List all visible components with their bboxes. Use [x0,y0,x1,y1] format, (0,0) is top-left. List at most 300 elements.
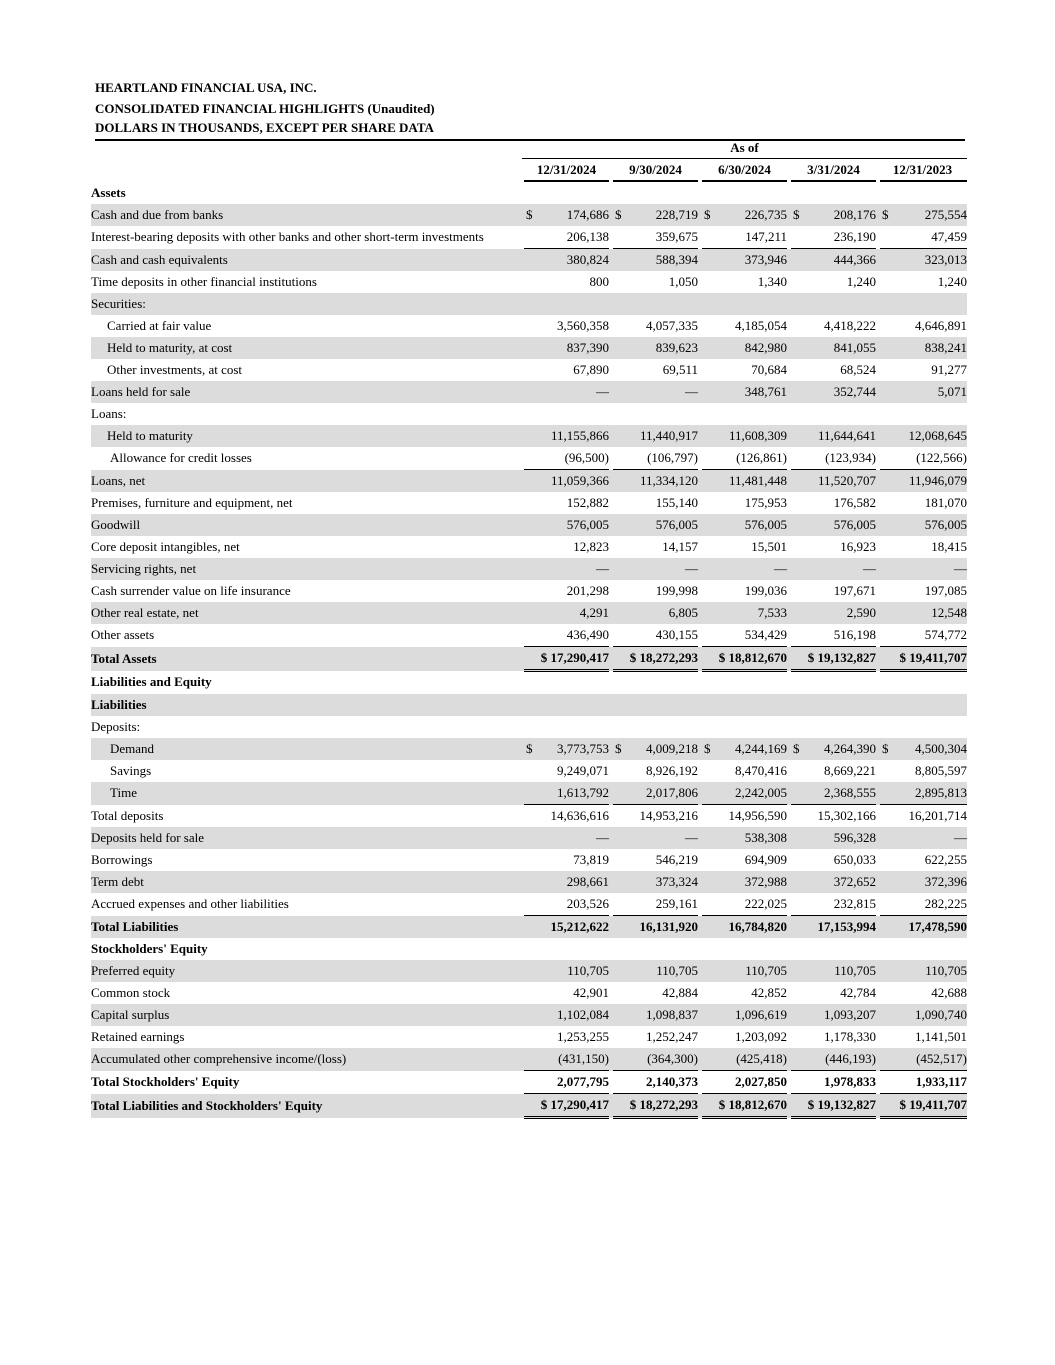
cell-value [522,938,611,960]
row-label: Common stock [91,985,171,1000]
cell-value-text: 42,884 [662,985,698,1000]
row-label: Cash and cash equivalents [91,249,522,272]
as-of-header-row [91,137,967,159]
cell-value-text: 1,090,740 [915,1007,968,1022]
cell-value [700,849,789,871]
cell-value-text: 18,415 [931,539,968,554]
cell-value-text: 4,057,335 [646,318,698,333]
cell-value [878,716,967,738]
cell-value-text: 11,644,641 [817,428,876,443]
cell-value-text: 4,291 [579,605,609,620]
row-label: Other assets [91,627,155,643]
cell-value [878,738,967,760]
currency-symbol: $ [526,741,533,756]
table-row [91,760,967,782]
cell-value [789,694,878,716]
row-label: Core deposit intangibles, net [91,539,240,554]
cell-value-text: 11,440,917 [639,428,698,443]
cell-value [611,470,700,493]
currency-symbol: $ [882,741,889,756]
table-row [91,536,967,558]
cell-value [611,849,700,871]
cell-value [611,893,700,916]
cell-value [611,425,700,447]
row-label: Servicing rights, net [91,558,522,580]
cell-value-text: (96,500) [564,450,609,465]
cell-value [700,337,789,359]
table-row [91,893,967,916]
cell-value-text: 4,418,222 [824,318,876,333]
cell-value-text: $ 19,132,827 [807,650,876,665]
cell-value-text: 201,298 [566,583,609,598]
cell-value-text: $ 18,272,293 [629,1097,698,1112]
cell-value [878,558,967,580]
row-label: Carried at fair value [107,318,212,333]
cell-value-text: 298,661 [566,874,609,889]
cell-value [700,315,789,337]
cell-value [522,871,611,893]
cell-value-text: 16,784,820 [728,919,787,934]
row-label: Total deposits [91,807,164,823]
cell-value-text: $ 19,411,707 [899,650,968,665]
table-row [91,694,967,716]
cell-value [878,827,967,849]
cell-value-text: 444,366 [833,252,876,267]
cell-value-text: 1,613,792 [557,785,609,800]
row-label: Accrued expenses and other liabilities [91,896,289,912]
cell-value [522,827,611,849]
row-label: Time [91,782,522,805]
cell-value-text: 576,005 [744,517,787,532]
cell-value-text: 1,050 [668,274,698,289]
cell-value-text: 206,138 [566,229,609,244]
cell-value-text: 4,009,218 [646,741,698,756]
cell-value-text: — [685,384,698,399]
cell-value [522,1071,611,1094]
cell-value [700,1004,789,1026]
cell-value-text: 73,819 [573,852,609,867]
cell-value-text: — [596,830,609,845]
cell-value-text: 4,646,891 [915,318,968,333]
cell-value [789,226,878,249]
cell-value [789,1094,878,1118]
cell-value [611,271,700,293]
cell-value-text: 11,946,079 [908,473,968,488]
cell-value [878,916,967,939]
cell-value [789,492,878,514]
cell-value [789,716,878,738]
cell-value [522,738,611,760]
cell-value [700,1048,789,1071]
cell-value [522,893,611,916]
cell-value-text: — [954,830,968,845]
cell-value-text: 436,490 [566,627,609,642]
cell-value [611,827,700,849]
cell-value [611,204,700,226]
table-row [91,849,967,871]
cell-value [522,249,611,272]
cell-value [789,271,878,293]
cell-value-text: — [685,830,698,845]
cell-value-text: 8,805,597 [915,763,968,778]
cell-value-text: 622,255 [924,852,968,867]
cell-value [700,447,789,470]
cell-value [611,492,700,514]
cell-value [700,249,789,272]
cell-value [789,293,878,315]
table-row [91,315,967,337]
cell-value-text: $ 17,290,417 [540,1097,609,1112]
cell-value [522,293,611,315]
cell-value-text: $ 18,812,670 [718,650,787,665]
row-label: Time deposits in other financial institutions [91,274,317,289]
cell-value-text: 11,059,366 [550,473,609,488]
cell-value [522,226,611,249]
cell-value [611,514,700,536]
cell-value [789,181,878,204]
cell-value [522,716,611,738]
cell-value-text: $ 18,272,293 [629,650,698,665]
cell-value-text: 16,201,714 [908,808,968,823]
cell-value-text: 110,705 [925,963,968,978]
cell-value-text: 15,212,622 [550,919,609,934]
cell-value [522,204,611,226]
cell-value [611,337,700,359]
cell-value [878,694,967,716]
cell-value-text: 147,211 [745,229,787,244]
cell-value-text: 2,017,806 [646,785,698,800]
row-label: Demand [91,738,522,760]
currency-symbol: $ [526,207,533,222]
cell-value-text: 1,203,092 [735,1029,787,1044]
cell-value-text: 110,705 [656,963,698,978]
cell-value [700,960,789,982]
cell-value [789,558,878,580]
cell-value [522,580,611,602]
table-row [91,337,967,359]
cell-value [789,805,878,828]
cell-value [789,359,878,381]
cell-value-text: $ 17,290,417 [540,650,609,665]
cell-value-text: 14,157 [662,539,698,554]
row-label: Cash surrender value on life insurance [91,583,291,598]
cell-value-text: 8,470,416 [735,763,787,778]
cell-value [700,425,789,447]
cell-value [878,805,967,828]
cell-value-text: 11,608,309 [728,428,787,443]
table-row [91,671,967,695]
cell-value-text: (123,934) [825,450,876,465]
table-row [91,805,967,828]
cell-value-text: 5,071 [937,384,968,399]
row-label: Goodwill [91,514,522,536]
table-row [91,1026,967,1048]
cell-value [700,938,789,960]
row-label: Loans: [91,406,127,421]
cell-value [878,1071,967,1094]
cell-value [789,760,878,782]
cell-value-text: 538,308 [744,830,787,845]
cell-value [789,782,878,805]
cell-value [700,359,789,381]
row-label: Total Liabilities [91,916,522,939]
cell-value-text: 8,669,221 [824,763,876,778]
cell-value-text: 70,684 [751,362,787,377]
cell-value [700,805,789,828]
cell-value-text: 11,481,448 [728,473,787,488]
cell-value [700,558,789,580]
cell-value-text: 1,098,837 [646,1007,698,1022]
cell-value [789,602,878,624]
cell-value-text: 68,524 [840,362,876,377]
cell-value-text: 4,185,054 [735,318,787,333]
cell-value [878,470,967,493]
cell-value [789,1004,878,1026]
cell-value [789,580,878,602]
cell-value [878,359,967,381]
currency-symbol: $ [704,207,711,222]
cell-value [700,181,789,204]
cell-value [611,760,700,782]
cell-value [878,337,967,359]
row-label: Securities: [91,293,522,315]
cell-value-text: 841,055 [833,340,876,355]
cell-value-text: 546,219 [655,852,698,867]
cell-value-text: 16,131,920 [639,919,698,934]
cell-value [522,1004,611,1026]
cell-value-text: 352,744 [833,384,876,399]
row-label: Capital surplus [91,1004,522,1026]
cell-value [611,671,700,695]
cell-value [522,694,611,716]
cell-value [522,960,611,982]
cell-value [789,249,878,272]
row-label: Premises, furniture and equipment, net [91,495,293,510]
cell-value-text: 1,141,501 [915,1029,968,1044]
cell-value [789,470,878,493]
table-row [91,447,967,470]
cell-value [878,647,967,671]
cell-value-text: 282,225 [924,896,968,911]
cell-value [878,1094,967,1118]
cell-value [611,359,700,381]
cell-value-text: — [596,384,609,399]
cell-value [878,938,967,960]
table-row [91,425,967,447]
cell-value-text: 11,334,120 [639,473,698,488]
cell-value [611,782,700,805]
cell-value [700,738,789,760]
cell-value-text: — [954,561,968,576]
as-of-label: As of [522,137,967,159]
cell-value-text: 110,705 [567,963,609,978]
cell-value-text: — [774,561,787,576]
cell-value [700,403,789,425]
table-row [91,492,967,514]
cell-value [700,1094,789,1118]
cell-value-text: 380,824 [566,252,609,267]
col-header-date: 3/31/2024 [789,159,878,182]
row-label: Held to maturity, at cost [91,337,522,359]
cell-value [522,782,611,805]
currency-symbol: $ [793,207,800,222]
cell-value [789,849,878,871]
cell-value-text: 110,705 [745,963,787,978]
cell-value-text: 596,328 [833,830,876,845]
cell-value [789,938,878,960]
cell-value [700,602,789,624]
cell-value [522,271,611,293]
table-row [91,558,967,580]
cell-value [789,403,878,425]
cell-value-text: 574,772 [924,627,968,642]
row-label: Total Assets [91,647,522,671]
cell-value-text: 576,005 [655,517,698,532]
cell-value-text: 1,093,207 [824,1007,876,1022]
cell-value-text: 576,005 [566,517,609,532]
cell-value [522,1094,611,1118]
table-row [91,938,967,960]
cell-value-text: 1,240 [937,274,968,289]
cell-value-text: 588,394 [655,252,698,267]
cell-value [522,381,611,403]
cell-value-text: 1,102,084 [557,1007,609,1022]
table-row [91,226,967,249]
cell-value [700,893,789,916]
cell-value [700,271,789,293]
cell-value [878,580,967,602]
table-row [91,960,967,982]
cell-value-text: 14,636,616 [550,808,609,823]
cell-value [611,694,700,716]
cell-value-text: 155,140 [655,495,698,510]
cell-value-text: 7,533 [757,605,787,620]
cell-value [878,293,967,315]
cell-value [611,381,700,403]
cell-value-text: $ 18,812,670 [718,1097,787,1112]
cell-value [878,624,967,647]
report-title: CONSOLIDATED FINANCIAL HIGHLIGHTS (Unaudited) [95,101,435,116]
cell-value [700,1071,789,1094]
cell-value-text: (106,797) [647,450,698,465]
cell-value [611,916,700,939]
cell-value [522,671,611,695]
cell-value [611,938,700,960]
cell-value [878,514,967,536]
cell-value-text: 359,675 [655,229,698,244]
cell-value [522,447,611,470]
col-header-date: 12/31/2023 [878,159,967,182]
cell-value [700,204,789,226]
cell-value [789,871,878,893]
cell-value-text: 2,027,850 [735,1074,787,1089]
cell-value-text: 236,190 [833,229,876,244]
cell-value-text: 15,302,166 [817,808,876,823]
cell-value [878,447,967,470]
cell-value-text: 91,277 [931,362,968,377]
cell-value [878,315,967,337]
cell-value-text: 110,705 [834,963,876,978]
cell-value [700,760,789,782]
cell-value-text: 259,161 [655,896,698,911]
cell-value [789,893,878,916]
cell-value-text: 4,264,390 [824,741,876,756]
table-row [91,271,967,293]
cell-value [522,1026,611,1048]
company-name: HEARTLAND FINANCIAL USA, INC. [95,80,317,95]
table-row [91,716,967,738]
cell-value [789,647,878,671]
cell-value [789,425,878,447]
cell-value-text: 3,560,358 [557,318,609,333]
cell-value [700,716,789,738]
table-row [91,982,967,1004]
cell-value [878,271,967,293]
row-label: Liabilities and Equity [91,674,212,690]
currency-symbol: $ [793,741,800,756]
currency-symbol: $ [882,207,889,222]
cell-value [522,602,611,624]
cell-value-text: (452,517) [916,1051,968,1066]
row-label: Cash and due from banks [91,204,522,226]
cell-value [611,982,700,1004]
cell-value-text: 199,036 [744,583,787,598]
cell-value [611,602,700,624]
table-row [91,1004,967,1026]
table-row [91,580,967,602]
cell-value-text: 323,013 [924,252,968,267]
cell-value [878,403,967,425]
table-row [91,293,967,315]
table-row [91,1048,967,1071]
row-label: Retained earnings [91,1029,185,1044]
report-units: DOLLARS IN THOUSANDS, EXCEPT PER SHARE DATA [95,119,965,141]
cell-value-text: 576,005 [833,517,876,532]
cell-value [522,1048,611,1071]
cell-value-text: 174,686 [566,207,609,222]
cell-value [878,982,967,1004]
cell-value-text: 2,140,373 [646,1074,698,1089]
cell-value-text: 152,882 [566,495,609,510]
col-header-date: 12/31/2024 [522,159,611,182]
cell-value [789,337,878,359]
cell-value [789,447,878,470]
cell-value [878,602,967,624]
cell-value [611,738,700,760]
table-row [91,602,967,624]
cell-value-text: 372,988 [744,874,787,889]
cell-value [522,805,611,828]
col-header-date: 9/30/2024 [611,159,700,182]
cell-value-text: $ 19,132,827 [807,1097,876,1112]
cell-value [611,403,700,425]
cell-value [878,871,967,893]
cell-value [611,249,700,272]
cell-value-text: 1,178,330 [824,1029,876,1044]
cell-value [789,514,878,536]
cell-value-text: (425,418) [736,1051,787,1066]
cell-value [878,1004,967,1026]
cell-value [611,871,700,893]
cell-value [789,381,878,403]
cell-value [522,760,611,782]
cell-value-text: 1,933,117 [915,1074,968,1089]
table-row [91,403,967,425]
cell-value [522,359,611,381]
cell-value-text: 348,761 [744,384,787,399]
cell-value [700,470,789,493]
cell-value [611,624,700,647]
